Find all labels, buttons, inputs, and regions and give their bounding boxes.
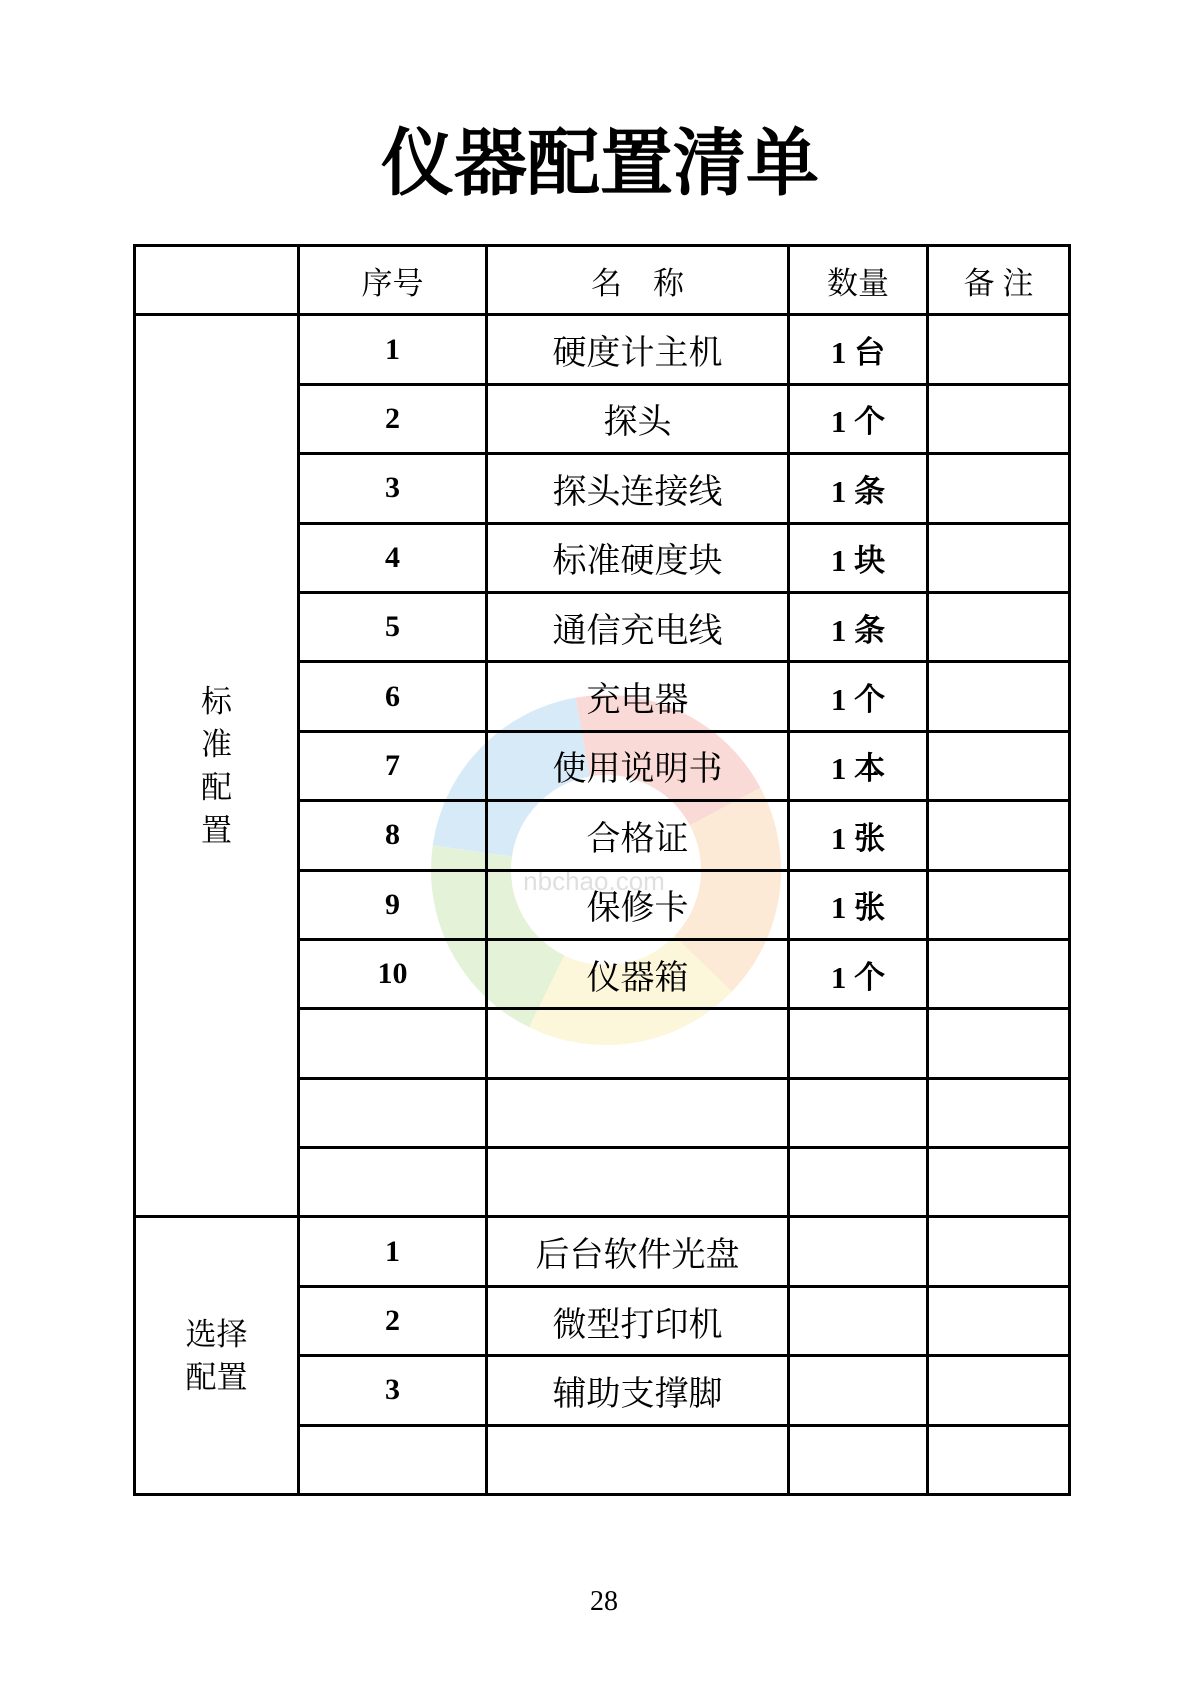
qty-cell (789, 1217, 928, 1286)
seq-cell: 2 (299, 1286, 487, 1355)
name-cell: 标准硬度块 (487, 523, 789, 592)
qty-cell: 1 台 (789, 315, 928, 384)
qty-cell: 1 张 (789, 801, 928, 870)
table-row (135, 315, 1070, 384)
config-group (135, 1217, 1070, 1495)
note-cell (928, 1009, 1070, 1078)
note-cell (928, 1078, 1070, 1147)
name-cell: 探头连接线 (487, 454, 789, 523)
name-cell: 后台软件光盘 (487, 1217, 789, 1286)
header-note: 备 注 (928, 246, 1070, 315)
note-cell (928, 315, 1070, 384)
group-label-cell (135, 315, 299, 1217)
seq-cell (299, 1078, 487, 1147)
note-cell (928, 939, 1070, 1008)
name-cell: 通信充电线 (487, 592, 789, 661)
seq-cell: 4 (299, 523, 487, 592)
qty-cell (789, 1286, 928, 1355)
group-label: 标准配置 (201, 683, 232, 848)
name-cell: 充电器 (487, 662, 789, 731)
seq-cell: 2 (299, 384, 487, 453)
qty-cell (789, 1425, 928, 1494)
table-header (135, 246, 1070, 315)
note-cell (928, 454, 1070, 523)
seq-cell (299, 1425, 487, 1494)
name-cell: 硬度计主机 (487, 315, 789, 384)
header-name: 名 称 (487, 246, 789, 315)
qty-cell: 1 条 (789, 454, 928, 523)
note-cell (928, 731, 1070, 800)
seq-cell (299, 1009, 487, 1078)
qty-cell: 1 张 (789, 870, 928, 939)
qty-cell (789, 1009, 928, 1078)
group-label-cell (135, 1217, 299, 1495)
note-cell (928, 523, 1070, 592)
qty-cell (789, 1148, 928, 1217)
name-cell: 仪器箱 (487, 939, 789, 1008)
watermark-text: nbchao.com (523, 866, 665, 896)
group-label: 选择配置 (185, 1316, 248, 1395)
name-cell (487, 1078, 789, 1147)
note-cell (928, 384, 1070, 453)
note-cell (928, 1356, 1070, 1425)
note-cell (928, 870, 1070, 939)
seq-cell: 1 (299, 315, 487, 384)
qty-cell: 1 个 (789, 384, 928, 453)
name-cell: 辅助支撑脚 (487, 1356, 789, 1425)
header-qty: 数量 (789, 246, 928, 315)
note-cell (928, 801, 1070, 870)
config-group (135, 315, 1070, 1217)
header-seq: 序号 (299, 246, 487, 315)
note-cell (928, 1425, 1070, 1494)
header-group-cell (135, 246, 299, 315)
seq-cell (299, 1148, 487, 1217)
qty-cell: 1 块 (789, 523, 928, 592)
note-cell (928, 1148, 1070, 1217)
seq-cell: 7 (299, 731, 487, 800)
name-cell: 使用说明书 (487, 731, 789, 800)
seq-cell: 10 (299, 939, 487, 1008)
qty-cell: 1 个 (789, 939, 928, 1008)
page-title: 仪器配置清单 (381, 123, 819, 204)
qty-cell: 1 个 (789, 662, 928, 731)
name-cell: 合格证 (487, 801, 789, 870)
seq-cell: 3 (299, 454, 487, 523)
name-cell (487, 1148, 789, 1217)
config-table (133, 244, 1071, 1496)
header-row (135, 246, 1070, 315)
seq-cell: 3 (299, 1356, 487, 1425)
note-cell (928, 662, 1070, 731)
note-cell (928, 1286, 1070, 1355)
seq-cell: 8 (299, 801, 487, 870)
page-number: 28 (590, 1586, 618, 1617)
qty-cell: 1 条 (789, 592, 928, 661)
seq-cell: 9 (299, 870, 487, 939)
qty-cell: 1 本 (789, 731, 928, 800)
qty-cell (789, 1078, 928, 1147)
note-cell (928, 1217, 1070, 1286)
name-cell (487, 1425, 789, 1494)
seq-cell: 5 (299, 592, 487, 661)
note-cell (928, 592, 1070, 661)
qty-cell (789, 1356, 928, 1425)
table-row (135, 1217, 1070, 1286)
name-cell (487, 1009, 789, 1078)
name-cell: 微型打印机 (487, 1286, 789, 1355)
name-cell: 探头 (487, 384, 789, 453)
name-cell: 保修卡 (487, 870, 789, 939)
seq-cell: 1 (299, 1217, 487, 1286)
seq-cell: 6 (299, 662, 487, 731)
